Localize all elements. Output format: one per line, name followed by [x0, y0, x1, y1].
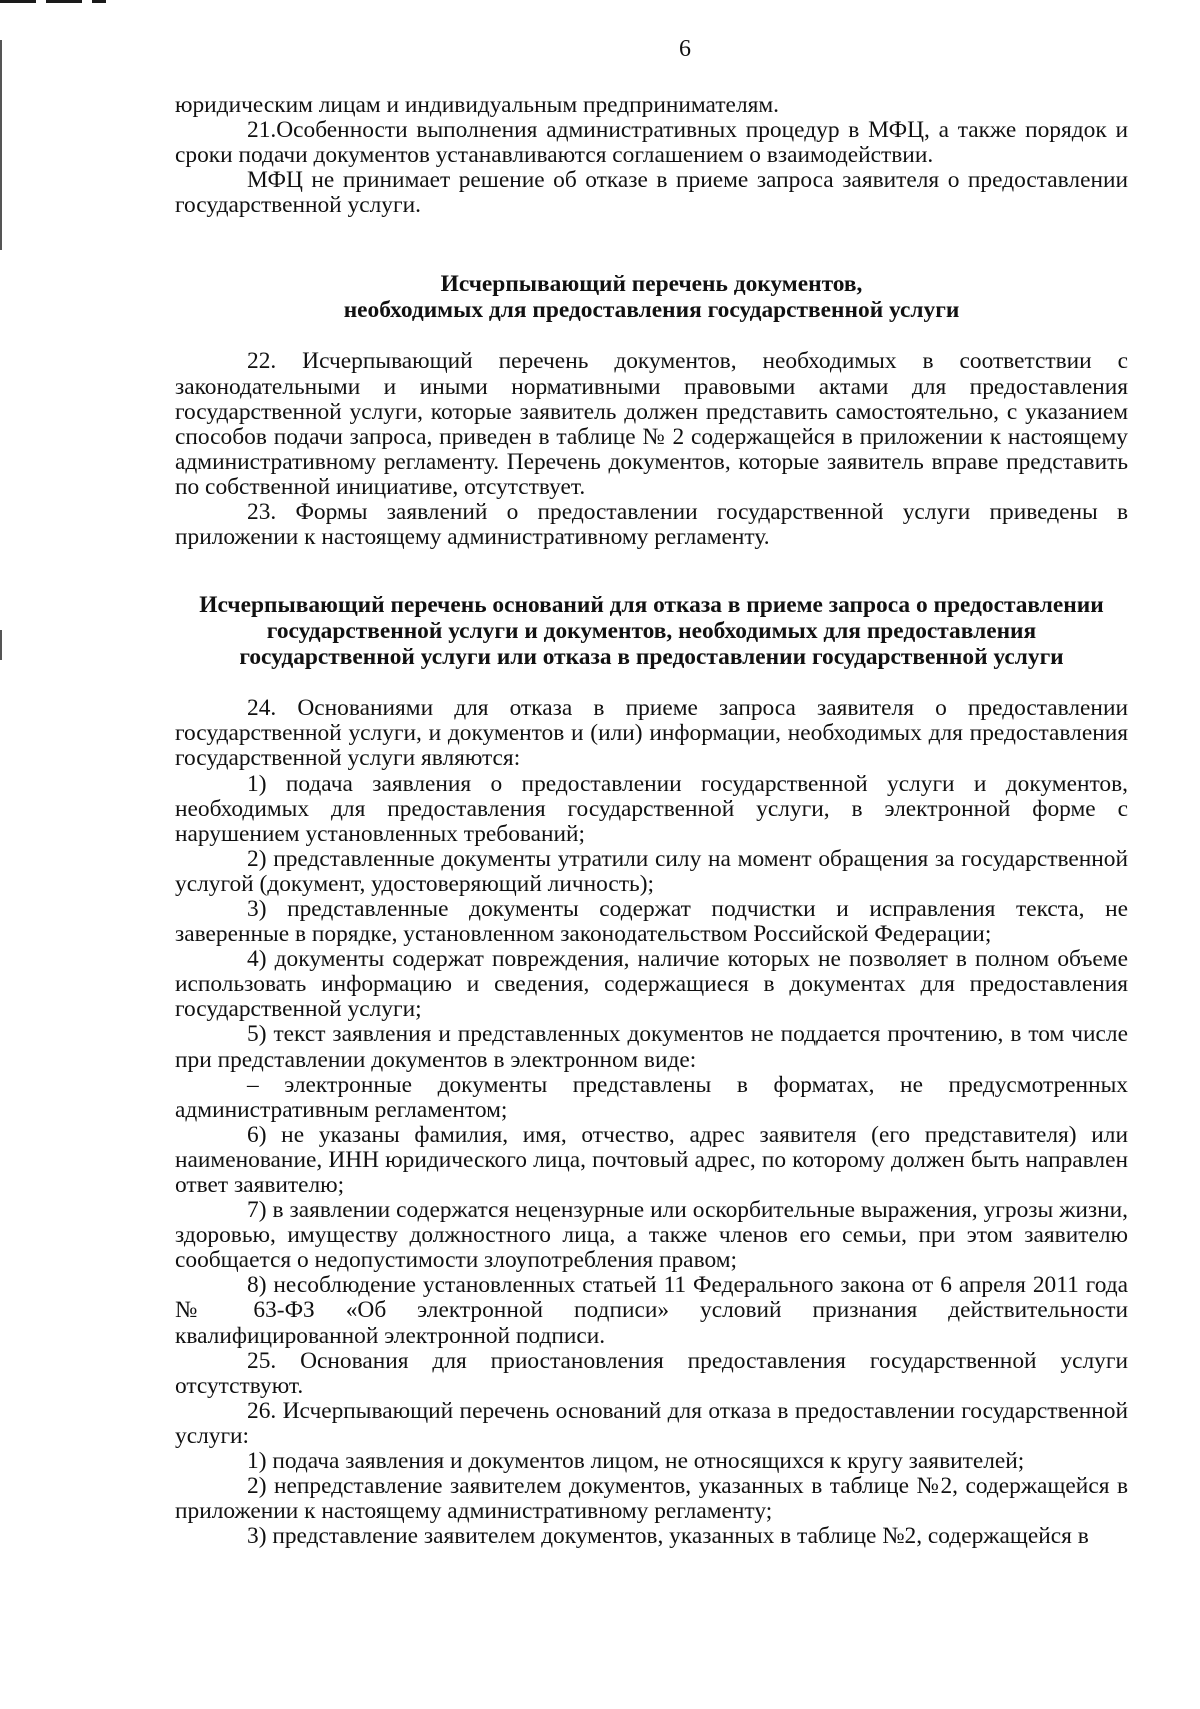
- scan-edge-mark: [0, 630, 2, 660]
- list-item: – электронные документы представлены в форматах, не предусмотренных административным регламентом;: [175, 1071, 1128, 1123]
- heading-line: государственной услуги или отказа в предоставлении государственной услуги: [239, 644, 1064, 671]
- scan-artifact-top: [0, 0, 36, 3]
- list-item: 7) в заявлении содержатся нецензурные или оскорбительные выражения, угрозы жизни, здоровью, имуществу должностного лица, а также членов его семьи, при этом заявителю сообщается о недопустимости злоупотребления правом;: [175, 1197, 1128, 1274]
- paragraph: юридическим лицам и индивидуальным предпринимателям.: [175, 92, 780, 118]
- scan-artifact-top: [46, 0, 82, 3]
- document-body: [175, 93, 1128, 1549]
- list-item: 6) не указаны фамилия, имя, отчество, адрес заявителя (его представителя) или наименование, ИНН юридического лица, почтовый адрес, по которому должен быть направлен ответ заявителю;: [175, 1121, 1128, 1198]
- list-item: 1) подача заявления и документов лицом, не относящихся к кругу заявителей;: [247, 1448, 1025, 1475]
- heading-line: государственной услуги и документов, необходимых для предоставления: [266, 618, 1037, 645]
- paragraph: 24. Основаниями для отказа в приеме запроса заявителя о предоставлении государственной услуги, и документов и (или) информации, необходимых для предоставления государственной услуги являются:: [175, 695, 1128, 772]
- heading-line: необходимых для предоставления государственной услуги: [343, 297, 960, 324]
- list-item: 8) несоблюдение установленных статьей 11 Федерального закона от 6 апреля 2011 года № 63-ФЗ «Об электронной подписи» условий признания действительности квалифицированной электронной подписи.: [175, 1272, 1128, 1349]
- heading-line: Исчерпывающий перечень оснований для отказа в приеме запроса о предоставлении: [199, 592, 1104, 619]
- list-item: 5) текст заявления и представленных документов не поддается прочтению, в том числе при представлении документов в электронном виде:: [175, 1021, 1128, 1073]
- page-number: 6: [679, 36, 691, 62]
- list-item: 4) документы содержат повреждения, наличие которых не позволяет в полном объеме использовать информацию и сведения, содержащиеся в документах для предоставления государственной услуги;: [175, 946, 1128, 1023]
- paragraph: МФЦ не принимает решение об отказе в приеме запроса заявителя о предоставлении государственной услуги.: [175, 167, 1128, 219]
- paragraph: 25. Основания для приостановления предоставления государственной услуги отсутствуют.: [175, 1347, 1128, 1399]
- list-item: 1) подача заявления о предоставлении государственной услуги и документов, необходимых для предоставления государственной услуги, в электронной форме с нарушением установленных требований;: [175, 770, 1128, 847]
- list-item: 2) представленные документы утратили силу на момент обращения за государственной услугой (документ, удостоверяющий личность);: [175, 845, 1128, 897]
- list-item: 2) непредставление заявителем документов, указанных в таблице №2, содержащейся в приложении к настоящему административному регламенту;: [175, 1473, 1128, 1525]
- paragraph: 21.Особенности выполнения административных процедур в МФЦ, а также порядок и сроки подачи документов устанавливаются соглашением о взаимодействии.: [175, 117, 1128, 169]
- paragraph: 26. Исчерпывающий перечень оснований для отказа в предоставлении государственной услуги:: [175, 1397, 1128, 1449]
- heading-line: Исчерпывающий перечень документов,: [440, 271, 863, 298]
- list-item: 3) представленные документы содержат подчистки и исправления текста, не заверенные в порядке, установленном законодательством Российской Федерации;: [175, 895, 1128, 948]
- section-heading: [175, 271, 1128, 323]
- list-item: 3) представление заявителем документов, указанных в таблице №2, содержащейся в: [247, 1523, 1089, 1550]
- paragraph: 22. Исчерпывающий перечень документов, необходимых в соответствии с законодательными и иными нормативными правовыми актами для предоставления государственной услуги, которые заявитель должен представить самостоятельно, с указанием способов подачи запроса, приведен в таблице № 2 содержащейся в приложении к настоящему административному регламенту. Перечень документов, которые заявитель вправе представить по собственной инициативе, отсутствует.: [175, 348, 1128, 500]
- scan-artifact-top: [92, 0, 106, 3]
- scan-edge-mark: [0, 40, 2, 250]
- paragraph: 23. Формы заявлений о предоставлении государственной услуги приведены в приложении к настоящему административному регламенту.: [175, 499, 1128, 551]
- section-heading: [175, 592, 1128, 670]
